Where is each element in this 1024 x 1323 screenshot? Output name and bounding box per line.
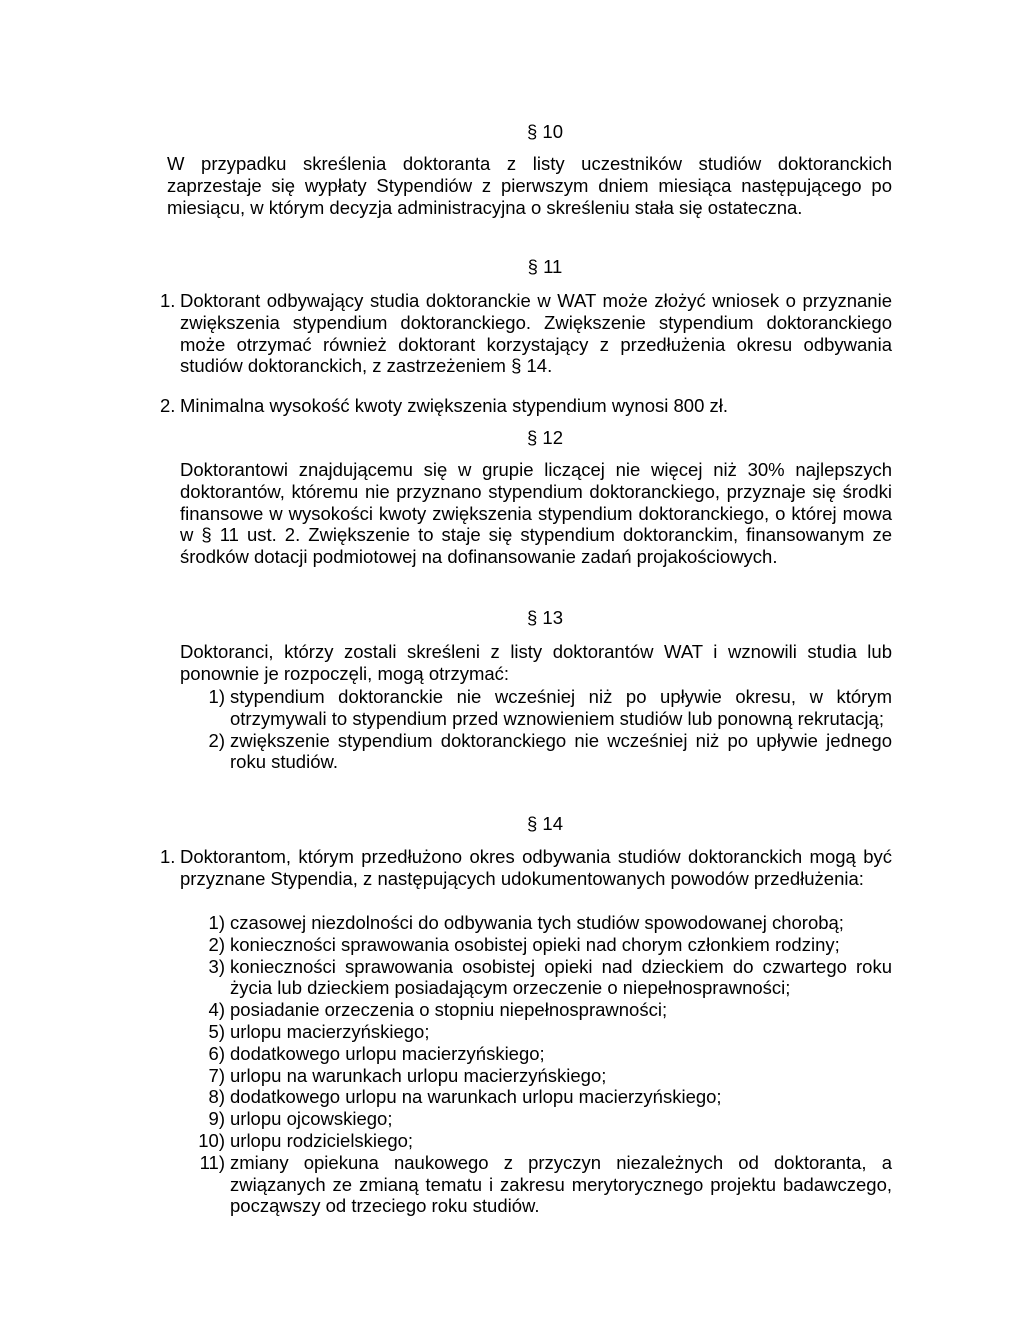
list-item-text: urlopu na warunkach urlopu macierzyńskiego;	[230, 1064, 607, 1086]
list-item-number: 8)	[208, 1086, 225, 1108]
list-item-number: 3)	[208, 955, 225, 977]
section-12-text: Doktorantowi znajdującemu się w grupie liczącej nie więcej niż 30% najlepszych doktorantów, któremu nie przyznano stypendium doktoranckiego, przyznaje się środki finansowe w wysokości kwoty zwiększenia stypendium doktoranckiego, o której mowa w § 11 ust. 2. Zwiększenie to staje się stypendium doktoranckim, finansowanym ze środków dotacji podmiotowej na dofinansowanie zadań projakościowych.	[180, 459, 892, 568]
section-10-text: W przypadku skreślenia doktoranta z listy uczestników studiów doktoranckich zaprzestaje się wypłaty Stypendiów z pierwszym dniem miesiąca następującego po miesiącu, w którym decyzja administracyjna o skreśleniu stała się ostateczna.	[167, 153, 892, 218]
list-item	[180, 730, 892, 774]
list-item-number: 10)	[198, 1129, 225, 1151]
list-item	[180, 934, 892, 956]
list-item	[180, 1065, 892, 1087]
list-item	[180, 912, 892, 934]
section-11-p1-number: 1.	[160, 290, 176, 311]
list-item-number: 5)	[208, 1020, 225, 1042]
list-item-text: urlopu rodzicielskiego;	[230, 1129, 414, 1151]
list-item	[180, 999, 892, 1021]
list-item	[180, 1130, 892, 1152]
list-item	[180, 1043, 892, 1065]
list-item-text: urlopu ojcowskiego;	[230, 1108, 393, 1130]
list-item-number: 7)	[208, 1064, 225, 1086]
list-item	[180, 1086, 892, 1108]
section-12-heading: § 12	[526, 427, 563, 448]
section-10-heading: § 10	[526, 121, 563, 142]
list-item-text: zwiększenie stypendium doktoranckiego nie wcześniej niż po upływie jednego roku studiów.	[230, 729, 892, 773]
list-item-number: 9)	[208, 1108, 225, 1130]
list-item	[180, 1021, 892, 1043]
list-item-text: zmiany opiekuna naukowego z przyczyn niezależnych od doktoranta, a związanych ze zmianą tematu i zakresu merytorycznego projektu badawczego, począwszy od trzeciego roku studiów.	[230, 1151, 892, 1217]
section-14-p1-number: 1.	[160, 846, 176, 867]
list-item-text: dodatkowego urlopu na warunkach urlopu macierzyńskiego;	[230, 1086, 722, 1108]
section-11-p2-text: Minimalna wysokość kwoty zwiększenia stypendium wynosi 800 zł.	[180, 395, 729, 416]
list-item-number: 2)	[208, 729, 225, 751]
section-14-list	[180, 912, 892, 1217]
list-item-text: dodatkowego urlopu macierzyńskiego;	[230, 1042, 545, 1064]
section-14-heading: § 14	[526, 813, 563, 834]
list-item-number: 1)	[208, 686, 225, 707]
list-item	[180, 956, 892, 1000]
section-11-heading: § 11	[527, 256, 563, 277]
list-item-text: konieczności sprawowania osobistej opieki nad chorym członkiem rodziny;	[230, 933, 840, 955]
section-13-intro: Doktoranci, którzy zostali skreśleni z listy doktorantów WAT i wznowili studia lub ponownie je rozpoczęli, mogą otrzymać:	[180, 641, 892, 684]
list-item-text: konieczności sprawowania osobistej opieki nad dzieckiem do czwartego roku życia lub dzieckiem posiadającym orzeczenie o niepełnosprawności;	[230, 955, 892, 999]
list-item-text: stypendium doktoranckie nie wcześniej niż po upływie okresu, w którym otrzymywali to stypendium przed wznowieniem studiów lub ponowną rekrutacją;	[230, 686, 892, 729]
list-item-number: 6)	[208, 1042, 225, 1064]
section-11-p1-text: Doktorant odbywający studia doktoranckie w WAT może złożyć wniosek o przyznanie zwiększenia stypendium doktoranckiego. Zwiększenie stypendium doktoranckiego może otrzymać również doktorant korzystający z przedłużenia okresu odbywania studiów doktoranckich, z zastrzeżeniem § 14.	[180, 290, 892, 377]
section-13-heading: § 13	[526, 607, 563, 628]
list-item-number: 4)	[208, 999, 225, 1021]
list-item-number: 1)	[208, 912, 225, 933]
list-item-number: 11)	[199, 1151, 225, 1173]
list-item-text: posiadanie orzeczenia o stopniu niepełnosprawności;	[230, 999, 668, 1021]
list-item	[180, 1108, 892, 1130]
list-item	[180, 1152, 892, 1217]
list-item-text: czasowej niezdolności do odbywania tych studiów spowodowanej chorobą;	[230, 912, 844, 933]
list-item-number: 2)	[208, 933, 225, 955]
list-item-text: urlopu macierzyńskiego;	[230, 1020, 430, 1042]
section-13-list	[180, 686, 892, 773]
section-14-p1-text: Doktorantom, którym przedłużono okres odbywania studiów doktoranckich mogą być przyznane Stypendia, z następujących udokumentowanych powodów przedłużenia:	[180, 846, 892, 889]
section-11-p2-number: 2.	[160, 395, 176, 416]
list-item	[180, 686, 892, 730]
